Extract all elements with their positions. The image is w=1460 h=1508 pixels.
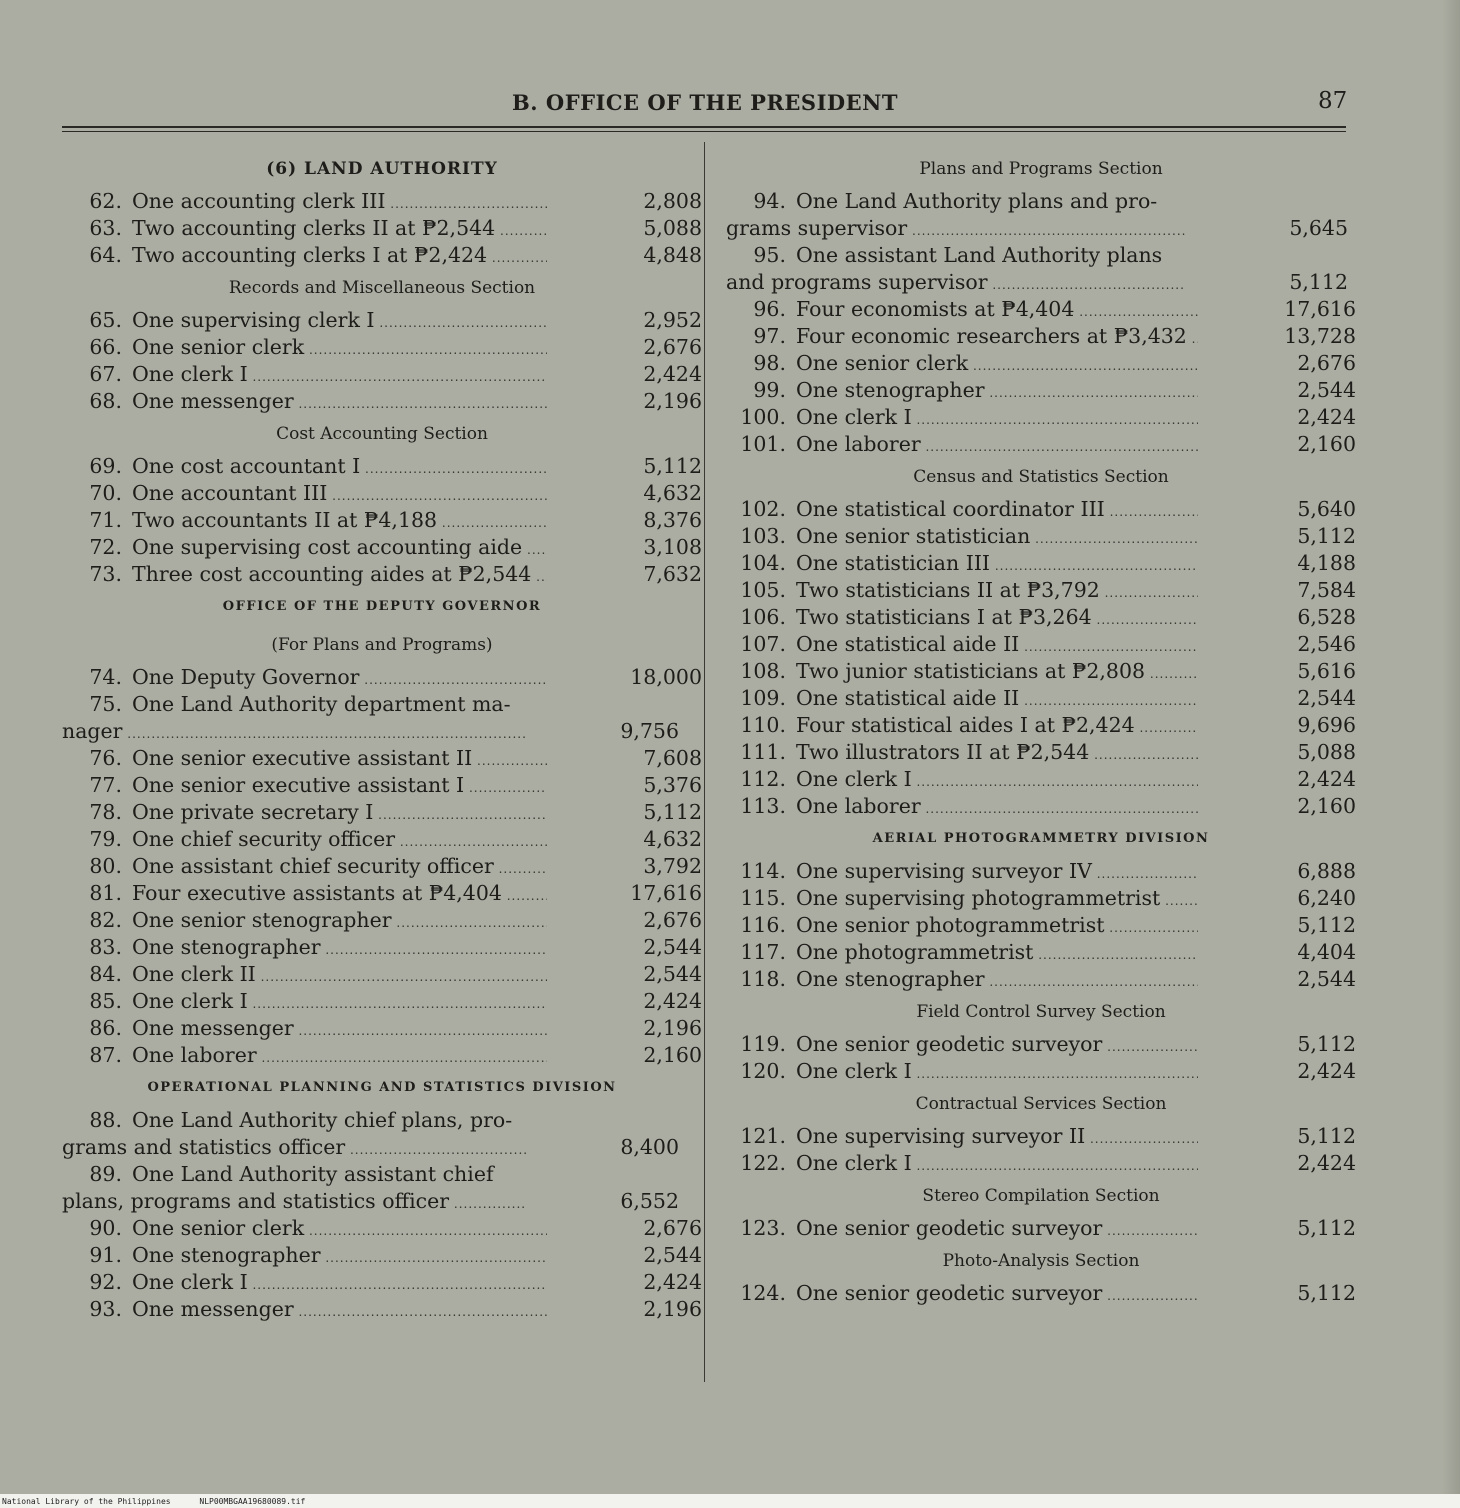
item-description: One statistician III ..... xyxy=(796,550,1198,580)
item-number: 107. xyxy=(740,632,786,656)
line-item xyxy=(62,1107,702,1161)
item-description: One stenographer ..... xyxy=(132,1242,547,1272)
footer-file: NLP00MBGAA19680089.tif xyxy=(199,1497,306,1506)
item-description: One private secretary I ..... xyxy=(132,799,547,829)
item-description: One senior clerk ..... xyxy=(132,334,547,364)
item-amount: 5,616 xyxy=(1297,659,1356,683)
item-line-1 xyxy=(62,691,702,718)
item-number: 80. xyxy=(89,854,122,878)
item-amount: 5,088 xyxy=(1297,740,1356,764)
item-number: 97. xyxy=(753,324,786,348)
item-amount: 5,645 xyxy=(1289,216,1348,240)
item-number: 120. xyxy=(740,1059,786,1083)
item-amount: 2,424 xyxy=(1297,767,1356,791)
page-number: 87 xyxy=(1318,88,1348,114)
item-number: 86. xyxy=(89,1016,122,1040)
item-description: Four economic researchers at ₱3,432 ..... xyxy=(796,323,1198,353)
item-number: 83. xyxy=(89,935,122,959)
item-description: Two accountants II at ₱4,188 ..... xyxy=(132,507,547,537)
item-number: 82. xyxy=(89,908,122,932)
line-item xyxy=(62,988,702,1015)
item-description: One accounting clerk III ..... xyxy=(132,188,547,218)
item-description: One Land Authority department ma- xyxy=(132,692,511,716)
section-heading: Cost Accounting Section xyxy=(276,424,488,444)
line-item xyxy=(62,388,702,415)
item-description: One chief security officer ..... xyxy=(132,826,547,856)
section-heading: Stereo Compilation Section xyxy=(922,1186,1160,1206)
item-number: 105. xyxy=(740,578,786,602)
item-number: 115. xyxy=(740,886,786,910)
right-column xyxy=(726,150,1356,1307)
header-rule xyxy=(62,126,1346,128)
line-item xyxy=(62,1242,702,1269)
item-number: 78. xyxy=(89,800,122,824)
section-heading: Field Control Survey Section xyxy=(916,1002,1166,1022)
item-number: 89. xyxy=(89,1162,122,1186)
line-item xyxy=(62,745,702,772)
item-amount: 7,584 xyxy=(1297,578,1356,602)
line-item xyxy=(62,188,702,215)
line-item xyxy=(62,307,702,334)
line-item xyxy=(62,664,702,691)
line-item xyxy=(726,242,1356,296)
item-amount: 2,808 xyxy=(643,189,702,213)
item-amount: 17,616 xyxy=(1284,297,1356,321)
item-amount: 2,424 xyxy=(643,1270,702,1294)
item-number: 67. xyxy=(89,362,122,386)
item-amount: 2,424 xyxy=(1297,1151,1356,1175)
line-item xyxy=(62,561,702,588)
item-amount: 5,112 xyxy=(1297,1124,1356,1148)
item-description: One clerk I ..... xyxy=(132,361,547,391)
item-amount: 2,544 xyxy=(643,1243,702,1267)
item-number: 64. xyxy=(89,243,122,267)
item-description: One Land Authority chief plans, pro- xyxy=(132,1108,513,1132)
section-heading: (6) LAND AUTHORITY xyxy=(266,159,498,179)
section-heading: Contractual Services Section xyxy=(915,1094,1167,1114)
item-line-2 xyxy=(726,215,1356,242)
item-description: One messenger ..... xyxy=(132,1015,547,1045)
item-amount: 6,240 xyxy=(1297,886,1356,910)
section-heading: OPERATIONAL PLANNING AND STATISTICS DIVISION xyxy=(147,1080,617,1095)
item-description: One clerk I ..... xyxy=(796,1150,1198,1180)
item-description: One messenger ..... xyxy=(132,1296,547,1326)
section-heading: Plans and Programs Section xyxy=(919,159,1163,179)
item-amount: 5,112 xyxy=(1297,913,1356,937)
item-number: 122. xyxy=(740,1151,786,1175)
item-description: One senior executive assistant I ..... xyxy=(132,772,547,802)
item-description: One clerk I ..... xyxy=(796,1058,1198,1088)
footer-library: National Library of the Philippines xyxy=(2,1497,171,1506)
item-number: 88. xyxy=(89,1108,122,1132)
line-item xyxy=(726,1280,1356,1307)
line-item xyxy=(62,853,702,880)
item-description: One senior executive assistant II ..... xyxy=(132,745,547,775)
item-description: Three cost accounting aides at ₱2,544 ..... xyxy=(132,561,547,591)
item-amount: 5,112 xyxy=(1297,1032,1356,1056)
item-number: 76. xyxy=(89,746,122,770)
line-item xyxy=(726,296,1356,323)
item-amount: 5,112 xyxy=(1289,270,1348,294)
page-title: B. OFFICE OF THE PRESIDENT xyxy=(512,90,898,115)
item-number: 111. xyxy=(740,740,786,764)
line-item xyxy=(726,631,1356,658)
line-item xyxy=(62,1042,702,1069)
item-amount: 5,376 xyxy=(643,773,702,797)
item-amount: 18,000 xyxy=(630,665,702,689)
item-number: 85. xyxy=(89,989,122,1013)
item-number: 100. xyxy=(740,405,786,429)
line-item xyxy=(726,431,1356,458)
line-item xyxy=(62,480,702,507)
line-item xyxy=(726,604,1356,631)
item-number: 95. xyxy=(753,243,786,267)
item-description: One senior statistician ..... xyxy=(796,523,1198,553)
section-heading: AERIAL PHOTOGRAMMETRY DIVISION xyxy=(872,831,1210,846)
section-heading: OFFICE OF THE DEPUTY GOVERNOR xyxy=(222,599,542,614)
item-description: Four executive assistants at ₱4,404 ..... xyxy=(132,880,547,910)
item-description: Four economists at ₱4,404 ..... xyxy=(796,296,1198,326)
item-description-cont: and programs supervisor ..... xyxy=(726,269,1186,299)
line-item xyxy=(726,1123,1356,1150)
item-line-1 xyxy=(726,242,1356,269)
line-item xyxy=(726,912,1356,939)
item-description: One clerk I ..... xyxy=(796,404,1198,434)
line-item xyxy=(62,826,702,853)
line-item xyxy=(62,507,702,534)
item-amount: 4,404 xyxy=(1297,940,1356,964)
item-number: 121. xyxy=(740,1124,786,1148)
item-line-1 xyxy=(62,1161,702,1188)
item-number: 94. xyxy=(753,189,786,213)
item-number: 93. xyxy=(89,1297,122,1321)
line-item xyxy=(726,577,1356,604)
item-description: Two accounting clerks II at ₱2,544 ..... xyxy=(132,215,547,245)
item-amount: 4,188 xyxy=(1297,551,1356,575)
item-description: One clerk I ..... xyxy=(132,1269,547,1299)
item-amount: 2,544 xyxy=(1297,967,1356,991)
item-number: 101. xyxy=(740,432,786,456)
item-amount: 5,112 xyxy=(643,454,702,478)
page-edge-shadow xyxy=(1442,0,1460,1508)
item-number: 106. xyxy=(740,605,786,629)
item-description: One supervising photogrammetrist ..... xyxy=(796,885,1198,915)
item-amount: 3,108 xyxy=(643,535,702,559)
item-amount: 5,112 xyxy=(1297,1281,1356,1305)
item-description: One senior geodetic surveyor ..... xyxy=(796,1031,1198,1061)
item-amount: 5,112 xyxy=(643,800,702,824)
item-amount: 2,676 xyxy=(643,335,702,359)
item-description: One photogrammetrist ..... xyxy=(796,939,1198,969)
item-amount: 2,196 xyxy=(643,1297,702,1321)
line-item xyxy=(726,739,1356,766)
item-number: 102. xyxy=(740,497,786,521)
item-description: One senior stenographer ..... xyxy=(132,907,547,937)
item-amount: 2,196 xyxy=(643,1016,702,1040)
item-number: 66. xyxy=(89,335,122,359)
item-description: One accountant III ..... xyxy=(132,480,547,510)
item-amount: 9,696 xyxy=(1297,713,1356,737)
scan-footer xyxy=(2,1497,329,1506)
item-number: 98. xyxy=(753,351,786,375)
line-item xyxy=(726,685,1356,712)
item-amount: 2,160 xyxy=(643,1043,702,1067)
item-description-cont: grams supervisor ..... xyxy=(726,215,1186,245)
item-number: 84. xyxy=(89,962,122,986)
line-item xyxy=(62,1161,702,1215)
item-number: 109. xyxy=(740,686,786,710)
item-number: 79. xyxy=(89,827,122,851)
line-item xyxy=(62,961,702,988)
item-description: One senior geodetic surveyor ..... xyxy=(796,1215,1198,1245)
line-item xyxy=(726,966,1356,993)
item-amount: 4,632 xyxy=(643,481,702,505)
item-number: 103. xyxy=(740,524,786,548)
item-description: One stenographer ..... xyxy=(796,377,1198,407)
item-amount: 2,160 xyxy=(1297,432,1356,456)
item-number: 75. xyxy=(89,692,122,716)
item-description: One senior geodetic surveyor ..... xyxy=(796,1280,1198,1310)
line-item xyxy=(726,885,1356,912)
line-item xyxy=(62,1269,702,1296)
item-number: 96. xyxy=(753,297,786,321)
item-amount: 2,676 xyxy=(1297,351,1356,375)
line-item xyxy=(62,880,702,907)
item-number: 104. xyxy=(740,551,786,575)
item-amount: 6,888 xyxy=(1297,859,1356,883)
item-number: 90. xyxy=(89,1216,122,1240)
item-description-cont: nager ..... xyxy=(62,718,527,748)
line-item xyxy=(62,907,702,934)
item-number: 117. xyxy=(740,940,786,964)
item-amount: 2,676 xyxy=(643,908,702,932)
line-item xyxy=(62,1215,702,1242)
item-number: 91. xyxy=(89,1243,122,1267)
item-number: 65. xyxy=(89,308,122,332)
line-item xyxy=(62,772,702,799)
line-item xyxy=(726,550,1356,577)
line-item xyxy=(726,1058,1356,1085)
item-amount: 2,546 xyxy=(1297,632,1356,656)
item-number: 113. xyxy=(740,794,786,818)
item-amount: 2,544 xyxy=(1297,378,1356,402)
item-amount: 2,424 xyxy=(1297,405,1356,429)
item-number: 112. xyxy=(740,767,786,791)
line-item xyxy=(726,939,1356,966)
item-number: 62. xyxy=(89,189,122,213)
line-item xyxy=(62,215,702,242)
line-item xyxy=(726,404,1356,431)
item-description: One senior photogrammetrist ..... xyxy=(796,912,1198,942)
line-item xyxy=(62,934,702,961)
item-description: Two statisticians II at ₱3,792 ..... xyxy=(796,577,1198,607)
item-amount: 17,616 xyxy=(630,881,702,905)
item-description: One laborer ..... xyxy=(132,1042,547,1072)
item-amount: 4,632 xyxy=(643,827,702,851)
item-line-2 xyxy=(62,718,702,745)
item-amount: 5,088 xyxy=(643,216,702,240)
header-rule-thin xyxy=(62,131,1346,132)
item-description: Four statistical aides I at ₱2,424 ..... xyxy=(796,712,1198,742)
line-item xyxy=(62,534,702,561)
item-amount: 4,848 xyxy=(643,243,702,267)
item-number: 124. xyxy=(740,1281,786,1305)
item-amount: 5,112 xyxy=(1297,524,1356,548)
item-description-cont: plans, programs and statistics officer ..... xyxy=(62,1188,527,1218)
item-number: 92. xyxy=(89,1270,122,1294)
item-description: Two junior statisticians at ₱2,808 ..... xyxy=(796,658,1198,688)
item-amount: 8,376 xyxy=(643,508,702,532)
line-item xyxy=(726,793,1356,820)
item-amount: 2,676 xyxy=(643,1216,702,1240)
item-description: One clerk I ..... xyxy=(796,766,1198,796)
item-description: One supervising surveyor IV ..... xyxy=(796,858,1198,888)
line-item xyxy=(62,242,702,269)
line-item xyxy=(62,1015,702,1042)
item-number: 63. xyxy=(89,216,122,240)
item-number: 110. xyxy=(740,713,786,737)
item-number: 116. xyxy=(740,913,786,937)
item-description: One supervising cost accounting aide ..... xyxy=(132,534,547,564)
item-number: 114. xyxy=(740,859,786,883)
item-description: One Land Authority assistant chief xyxy=(132,1162,494,1186)
item-line-1 xyxy=(726,188,1356,215)
section-heading: Records and Miscellaneous Section xyxy=(228,278,536,298)
item-number: 77. xyxy=(89,773,122,797)
line-item xyxy=(62,361,702,388)
line-item xyxy=(62,453,702,480)
item-line-2 xyxy=(62,1188,702,1215)
item-amount: 5,640 xyxy=(1297,497,1356,521)
line-item xyxy=(726,712,1356,739)
item-amount: 13,728 xyxy=(1284,324,1356,348)
item-amount: 7,608 xyxy=(643,746,702,770)
item-amount: 6,552 xyxy=(620,1189,679,1213)
item-number: 87. xyxy=(89,1043,122,1067)
line-item xyxy=(726,1215,1356,1242)
line-item xyxy=(726,496,1356,523)
item-description: One senior clerk ..... xyxy=(796,350,1198,380)
item-description: One clerk I ..... xyxy=(132,988,547,1018)
item-amount: 2,544 xyxy=(643,935,702,959)
item-description: One laborer ..... xyxy=(796,431,1198,461)
item-description: One messenger ..... xyxy=(132,388,547,418)
line-item xyxy=(726,1150,1356,1177)
item-number: 71. xyxy=(89,508,122,532)
item-amount: 2,544 xyxy=(1297,686,1356,710)
section-heading: Photo-Analysis Section xyxy=(942,1251,1140,1271)
item-number: 123. xyxy=(740,1216,786,1240)
line-item xyxy=(62,334,702,361)
item-description: One Deputy Governor ..... xyxy=(132,664,547,694)
item-number: 74. xyxy=(89,665,122,689)
item-description: One cost accountant I ..... xyxy=(132,453,547,483)
item-amount: 6,528 xyxy=(1297,605,1356,629)
item-description: Two accounting clerks I at ₱2,424 ..... xyxy=(132,242,547,272)
line-item xyxy=(726,377,1356,404)
item-description: One statistical coordinator III ..... xyxy=(796,496,1198,526)
section-heading: (For Plans and Programs) xyxy=(271,635,493,655)
item-amount: 3,792 xyxy=(643,854,702,878)
item-description-cont: grams and statistics officer ..... xyxy=(62,1134,527,1164)
line-item xyxy=(62,1296,702,1323)
item-number: 108. xyxy=(740,659,786,683)
item-number: 68. xyxy=(89,389,122,413)
item-description: One supervising surveyor II ..... xyxy=(796,1123,1198,1153)
item-line-1 xyxy=(62,1107,702,1134)
item-description: One supervising clerk I ..... xyxy=(132,307,547,337)
left-column xyxy=(62,150,702,1323)
item-number: 69. xyxy=(89,454,122,478)
line-item xyxy=(62,691,702,745)
item-amount: 7,632 xyxy=(643,562,702,586)
item-amount: 2,160 xyxy=(1297,794,1356,818)
item-amount: 5,112 xyxy=(1297,1216,1356,1240)
item-amount: 2,424 xyxy=(643,989,702,1013)
item-amount: 2,196 xyxy=(643,389,702,413)
item-amount: 9,756 xyxy=(620,719,679,743)
line-item xyxy=(726,766,1356,793)
line-item xyxy=(726,523,1356,550)
column-divider xyxy=(704,142,705,1382)
item-description: Two illustrators II at ₱2,544 ..... xyxy=(796,739,1198,769)
line-item xyxy=(726,658,1356,685)
line-item xyxy=(726,323,1356,350)
item-number: 73. xyxy=(89,562,122,586)
item-description: One stenographer ..... xyxy=(796,966,1198,996)
item-description: Two statisticians I at ₱3,264 ..... xyxy=(796,604,1198,634)
item-description: One laborer ..... xyxy=(796,793,1198,823)
line-item xyxy=(726,350,1356,377)
item-number: 70. xyxy=(89,481,122,505)
section-heading: Census and Statistics Section xyxy=(913,467,1169,487)
item-description: One senior clerk ..... xyxy=(132,1215,547,1245)
item-amount: 2,952 xyxy=(643,308,702,332)
item-number: 99. xyxy=(753,378,786,402)
item-number: 81. xyxy=(89,881,122,905)
item-description: One assistant Land Authority plans xyxy=(796,243,1163,267)
item-description: One statistical aide II ..... xyxy=(796,685,1198,715)
line-item xyxy=(726,858,1356,885)
item-description: One statistical aide II ..... xyxy=(796,631,1198,661)
item-line-2 xyxy=(726,269,1356,296)
item-description: One Land Authority plans and pro- xyxy=(796,189,1158,213)
item-amount: 8,400 xyxy=(620,1135,679,1159)
line-item xyxy=(62,799,702,826)
item-description: One clerk II ..... xyxy=(132,961,547,991)
item-number: 72. xyxy=(89,535,122,559)
item-number: 119. xyxy=(740,1032,786,1056)
item-amount: 2,544 xyxy=(643,962,702,986)
item-amount: 2,424 xyxy=(1297,1059,1356,1083)
line-item xyxy=(726,188,1356,242)
item-description: One stenographer ..... xyxy=(132,934,547,964)
item-number: 118. xyxy=(740,967,786,991)
item-description: One assistant chief security officer ..... xyxy=(132,853,547,883)
item-amount: 2,424 xyxy=(643,362,702,386)
item-line-2 xyxy=(62,1134,702,1161)
line-item xyxy=(726,1031,1356,1058)
